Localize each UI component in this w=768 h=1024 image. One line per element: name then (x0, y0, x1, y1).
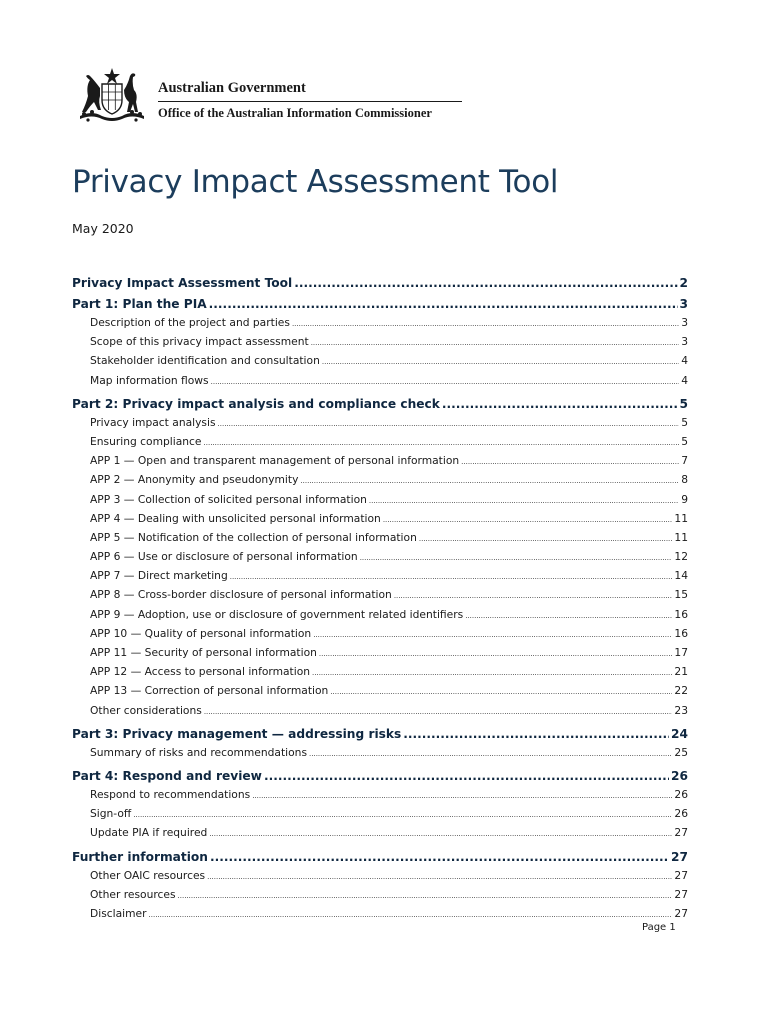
toc-dot-leader (211, 378, 680, 386)
toc-heading-entry[interactable] (72, 850, 688, 867)
toc-dot-leader (149, 911, 673, 919)
government-name: Australian Government (158, 80, 306, 96)
toc-page-number: 3 (681, 335, 688, 349)
toc-dot-leader (204, 439, 680, 447)
toc-heading-entry[interactable] (72, 769, 688, 786)
toc-entry[interactable] (72, 454, 688, 473)
toc-page-number: 16 (674, 626, 688, 640)
toc-entry-title: Map information flows (90, 373, 209, 387)
toc-page-number: 27 (674, 906, 688, 920)
toc-heading-entry[interactable] (72, 397, 688, 414)
toc-dot-leader (218, 420, 680, 428)
toc-entry-title: Privacy impact analysis (90, 415, 216, 429)
toc-entry[interactable] (72, 550, 688, 569)
toc-page-number: 3 (679, 297, 688, 311)
toc-dot-leader (330, 688, 672, 696)
header-divider (158, 101, 462, 102)
toc-entry-title: APP 1 — Open and transparent management of personal information (90, 454, 460, 468)
toc-entry[interactable] (72, 888, 688, 907)
toc-page-number: 16 (674, 607, 688, 621)
toc-dot-leader (294, 276, 677, 290)
toc-entry[interactable] (72, 416, 688, 435)
toc-dot-leader (403, 727, 669, 741)
toc-page-number: 27 (674, 868, 688, 882)
toc-page-number: 23 (674, 703, 688, 717)
toc-entry[interactable] (72, 512, 688, 531)
toc-dot-leader (311, 339, 679, 347)
toc-entry-title: APP 12 — Access to personal information (90, 665, 311, 679)
toc-page-number: 4 (681, 373, 688, 387)
toc-entry[interactable] (72, 354, 688, 373)
toc-entry[interactable] (72, 746, 688, 765)
toc-page-number: 7 (681, 454, 688, 468)
toc-dot-leader (292, 320, 679, 328)
toc-entry[interactable] (72, 807, 688, 826)
toc-page-number: 27 (674, 887, 688, 901)
toc-entry[interactable] (72, 684, 688, 703)
toc-entry[interactable] (72, 665, 688, 684)
toc-entry-title: Scope of this privacy impact assessment (90, 335, 309, 349)
toc-heading-entry[interactable] (72, 297, 688, 314)
toc-dot-leader (442, 397, 678, 411)
toc-page-number: 26 (674, 807, 688, 821)
toc-entry-title: APP 13 — Correction of personal information (90, 684, 329, 698)
toc-entry[interactable] (72, 531, 688, 550)
toc-dot-leader (264, 769, 669, 783)
toc-entry-title: Summary of risks and recommendations (90, 745, 308, 759)
toc-entry-title: Part 3: Privacy management — addressing risks (72, 726, 402, 741)
toc-page-number: 4 (681, 354, 688, 368)
toc-entry-title: Part 4: Respond and review (72, 768, 262, 783)
toc-entry[interactable] (72, 788, 688, 807)
toc-page-number: 26 (671, 768, 688, 783)
toc-entry[interactable] (72, 646, 688, 665)
toc-entry[interactable] (72, 435, 688, 454)
toc-page-number: 27 (674, 826, 688, 840)
toc-page-number: 11 (674, 530, 688, 544)
toc-page-number: 22 (674, 684, 688, 698)
toc-entry-title: Other considerations (90, 703, 202, 717)
toc-entry[interactable] (72, 588, 688, 607)
toc-page-number: 3 (681, 316, 688, 329)
toc-page-number: 12 (674, 550, 688, 564)
toc-page-number: 21 (674, 665, 688, 679)
toc-entry-title: Update PIA if required (90, 826, 208, 840)
toc-entry-title: APP 6 — Use or disclosure of personal information (90, 550, 358, 564)
toc-entry-title: APP 9 — Adoption, use or disclosure of government related identifiers (90, 607, 464, 621)
toc-entry[interactable] (72, 335, 688, 354)
toc-dot-leader (313, 631, 672, 639)
toc-entry[interactable] (72, 608, 688, 627)
toc-dot-leader (309, 750, 672, 758)
toc-entry-title: Respond to recommendations (90, 787, 251, 801)
toc-dot-leader (383, 516, 673, 524)
toc-dot-leader (209, 830, 672, 838)
toc-page-number: 14 (674, 569, 688, 583)
document-title: Privacy Impact Assessment Tool (72, 164, 559, 200)
toc-entry-title: Description of the project and parties (90, 316, 290, 329)
toc-entry-title: Other resources (90, 887, 176, 901)
government-header (72, 66, 472, 126)
toc-dot-leader (207, 873, 672, 881)
toc-dot-leader (419, 535, 673, 543)
toc-entry[interactable] (72, 374, 688, 393)
toc-entry-title: Stakeholder identification and consultation (90, 354, 320, 368)
toc-entry[interactable] (72, 316, 688, 335)
toc-entry-title: APP 5 — Notification of the collection of personal information (90, 530, 417, 544)
toc-entry-title: APP 3 — Collection of solicited personal information (90, 492, 367, 506)
toc-entry-title: Part 1: Plan the PIA (72, 297, 207, 311)
toc-page-number: 26 (674, 787, 688, 801)
toc-entry[interactable] (72, 627, 688, 646)
toc-entry[interactable] (72, 907, 688, 926)
toc-heading-entry[interactable] (72, 727, 688, 744)
toc-entry-title: Disclaimer (90, 906, 147, 920)
toc-entry-title: Part 2: Privacy impact analysis and compliance check (72, 396, 440, 411)
toc-page-number: 5 (681, 415, 688, 429)
toc-page-number: 2 (679, 276, 688, 290)
toc-page-number: 11 (674, 511, 688, 525)
toc-entry[interactable] (72, 493, 688, 512)
toc-page-number: 5 (679, 396, 688, 411)
toc-entry[interactable] (72, 826, 688, 845)
toc-entry-title: Ensuring compliance (90, 434, 202, 448)
toc-page-number: 27 (671, 849, 688, 864)
toc-dot-leader (204, 708, 673, 716)
toc-dot-leader (465, 612, 672, 620)
page-number: Page 1 (642, 922, 676, 933)
toc-dot-leader (300, 477, 679, 485)
document-date: May 2020 (72, 221, 134, 236)
toc-entry-title: APP 8 — Cross-border disclosure of personal information (90, 588, 392, 602)
toc-entry[interactable] (72, 473, 688, 492)
toc-dot-leader (360, 554, 673, 562)
table-of-contents (72, 276, 688, 926)
toc-dot-leader (178, 892, 673, 900)
toc-page-number: 17 (674, 646, 688, 659)
toc-dot-leader (312, 669, 672, 677)
toc-entry-title: APP 10 — Quality of personal information (90, 626, 312, 640)
toc-entry[interactable] (72, 869, 688, 888)
toc-heading-entry[interactable] (72, 276, 688, 293)
toc-dot-leader (369, 497, 679, 505)
coat-of-arms-icon (72, 66, 152, 124)
toc-entry-title: Other OAIC resources (90, 868, 206, 882)
toc-dot-leader (394, 592, 673, 600)
toc-entry-title: Sign-off (90, 807, 132, 821)
toc-page-number: 8 (681, 473, 688, 487)
toc-entry[interactable] (72, 569, 688, 588)
toc-entry[interactable] (72, 704, 688, 723)
toc-entry-title: APP 7 — Direct marketing (90, 569, 228, 583)
toc-page-number: 24 (671, 726, 688, 741)
toc-entry-title: APP 11 — Security of personal information (90, 646, 317, 659)
toc-dot-leader (252, 792, 672, 800)
toc-dot-leader (210, 850, 669, 864)
toc-page-number: 5 (681, 434, 688, 448)
toc-dot-leader (322, 358, 679, 366)
toc-dot-leader (133, 811, 672, 819)
toc-dot-leader (461, 458, 679, 466)
toc-page-number: 9 (681, 492, 688, 506)
toc-page-number: 25 (674, 745, 688, 759)
office-name: Office of the Australian Information Commissioner (158, 106, 432, 120)
toc-page-number: 15 (674, 588, 688, 602)
toc-dot-leader (209, 297, 678, 311)
toc-dot-leader (319, 650, 672, 658)
toc-entry-title: Privacy Impact Assessment Tool (72, 276, 293, 290)
toc-dot-leader (230, 573, 673, 581)
toc-entry-title: Further information (72, 849, 208, 864)
toc-entry-title: APP 2 — Anonymity and pseudonymity (90, 473, 299, 487)
toc-entry-title: APP 4 — Dealing with unsolicited personal information (90, 511, 381, 525)
